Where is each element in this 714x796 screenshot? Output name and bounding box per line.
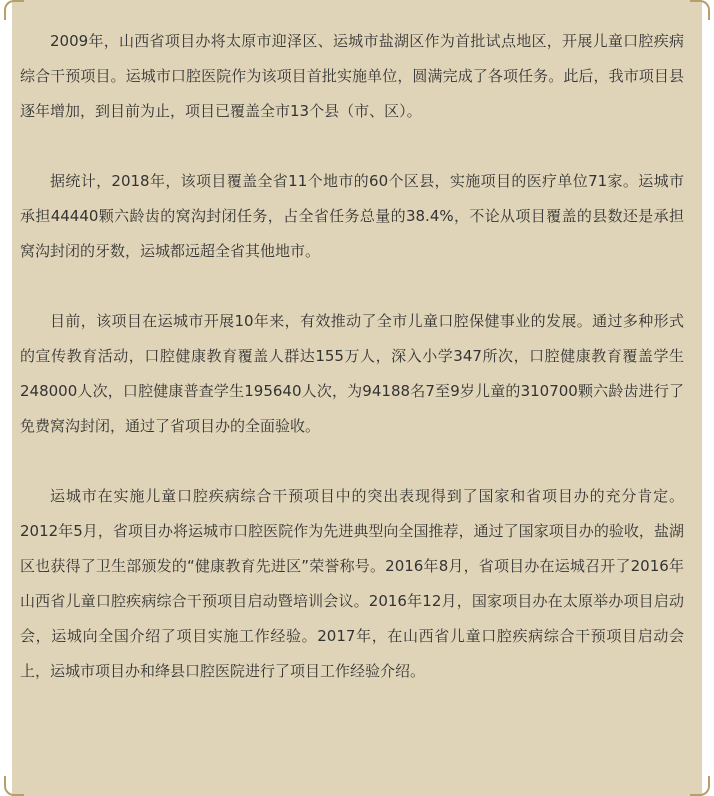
left-margin xyxy=(0,0,12,796)
corner-ornament-top-left xyxy=(4,0,24,20)
corner-ornament-bottom-left xyxy=(4,776,24,796)
article-body xyxy=(20,24,684,689)
right-margin xyxy=(702,0,714,796)
paragraph-2018-statistics: 据统计，2018年，该项目覆盖全省11个地市的60个区县，实施项目的医疗单位71家。运城市承担44440颗六龄齿的窝沟封闭任务，占全省任务总量的38.4%，不论从项目覆盖的县数还是承担窝沟封闭的牙数，运城都远超全省其他地市。 xyxy=(20,172,684,260)
paragraph-ten-year-results: 目前，该项目在运城市开展10年来，有效推动了全市儿童口腔保健事业的发展。通过多种形式的宣传教育活动，口腔健康教育覆盖人群达155万人，深入小学347所次，口腔健康教育覆盖学生248000人次，口腔健康普查学生195640人次，为94188名7至9岁儿童的310700颗六龄齿进行了免费窝沟封闭，通过了省项目办的全面验收。 xyxy=(20,312,684,435)
corner-ornament-top-right xyxy=(690,0,710,20)
paragraph-recognition: 运城市在实施儿童口腔疾病综合干预项目中的突出表现得到了国家和省项目办的充分肯定。2012年5月，省项目办将运城市口腔医院作为先进典型向全国推荐，通过了国家项目办的验收，盐湖区也获得了卫生部颁发的“健康教育先进区”荣誉称号。2016年8月，省项目办在运城召开了2016年山西省儿童口腔疾病综合干预项目启动暨培训会议。2016年12月，国家项目办在太原举办项目启动会，运城向全国介绍了项目实施工作经验。2017年，在山西省儿童口腔疾病综合干预项目启动会上，运城市项目办和绛县口腔医院进行了项目工作经验介绍。 xyxy=(20,487,684,680)
corner-ornament-bottom-right xyxy=(690,776,710,796)
paragraph-pilot-history: 2009年，山西省项目办将太原市迎泽区、运城市盐湖区作为首批试点地区，开展儿童口腔疾病综合干预项目。运城市口腔医院作为该项目首批实施单位，圆满完成了各项任务。此后，我市项目县逐年增加，到目前为止，项目已覆盖全市13个县（市、区）。 xyxy=(20,32,684,120)
